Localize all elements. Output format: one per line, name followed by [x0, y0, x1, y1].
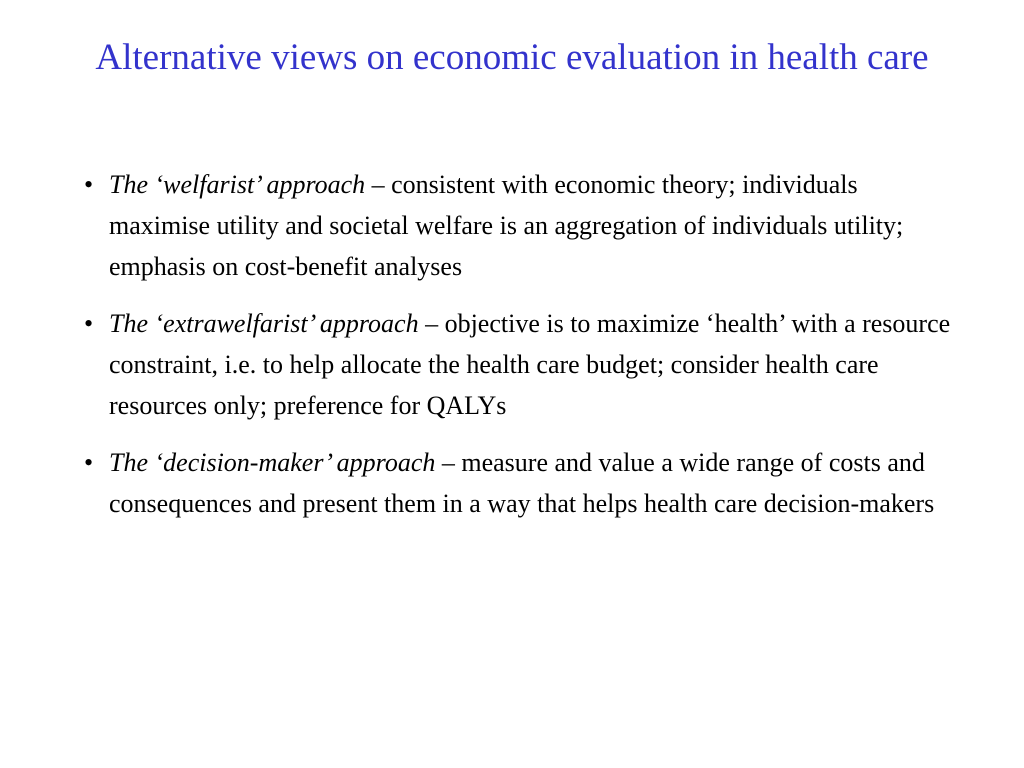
bullet-list: [84, 164, 964, 540]
slide-title: Alternative views on economic evaluation in health care: [95, 37, 929, 78]
bullet-decision-maker: [84, 442, 964, 524]
bullet-marker: •: [84, 448, 94, 477]
bullet-term: The ‘decision-maker’ approach: [109, 448, 436, 477]
bullet-extrawelfarist: [84, 303, 964, 426]
bullet-text: measure and value a wide range of costs and consequences and present them in a way that helps health care decision-makers: [109, 448, 935, 518]
bullet-term: The ‘welfarist’ approach: [109, 170, 366, 199]
bullet-marker: •: [84, 309, 94, 338]
bullet-term: The ‘extrawelfarist’ approach: [109, 309, 419, 338]
bullet-text: objective is to maximize ‘health’ with a resource constraint, i.e. to help allocate the health care budget; consider health care resources only; preference for QALYs: [109, 309, 951, 420]
bullet-text: consistent with economic theory; individuals maximise utility and societal welfare is an aggregation of individuals utility; emphasis on cost-benefit analyses: [109, 170, 904, 281]
bullet-welfarist: [84, 164, 964, 287]
bullet-separator: –: [435, 448, 462, 477]
bullet-marker: •: [84, 170, 94, 199]
bullet-separator: –: [365, 170, 392, 199]
bullet-separator: –: [418, 309, 445, 338]
